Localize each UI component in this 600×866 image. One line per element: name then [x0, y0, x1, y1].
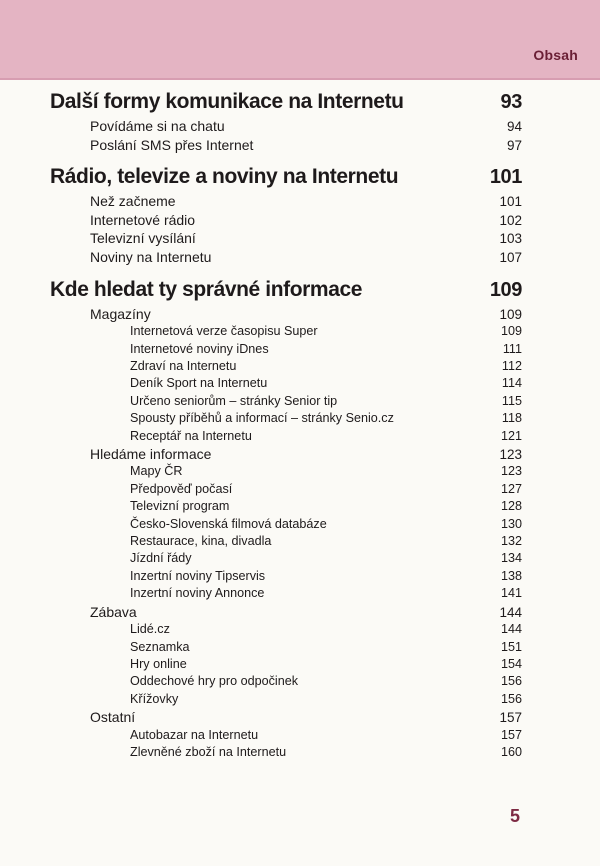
toc-entry-page: 123: [500, 464, 522, 479]
toc-section-entry[interactable]: [50, 117, 522, 136]
toc-topic-entry[interactable]: [50, 727, 522, 744]
toc-entry-title: Česko-Slovenská filmová databáze: [130, 516, 327, 531]
toc-entry-page: 101: [499, 194, 522, 210]
toc-entry-title: Magazíny: [90, 305, 151, 322]
toc-entry-page: 154: [500, 656, 522, 671]
toc-topic-entry[interactable]: [50, 621, 522, 638]
toc-topic-entry[interactable]: [50, 358, 522, 375]
toc-entry-page: 121: [500, 428, 522, 443]
toc-topic-entry[interactable]: [50, 691, 522, 708]
toc-topic-entry[interactable]: [50, 341, 522, 358]
toc-entry-page: 156: [500, 674, 522, 689]
toc-topic-entry[interactable]: [50, 533, 522, 550]
toc-entry-page: 156: [500, 691, 522, 706]
toc-entry-page: 123: [499, 446, 522, 462]
toc-section-entry[interactable]: [50, 708, 522, 727]
toc-entry-page: 109: [500, 324, 522, 339]
toc-entry-page: 109: [499, 306, 522, 322]
toc-entry-page: 112: [501, 358, 522, 373]
toc-entry-title: Inzertní noviny Tipservis: [130, 568, 266, 583]
toc-topic-entry[interactable]: [50, 410, 522, 427]
toc-topic-entry[interactable]: [50, 428, 522, 445]
toc-entry-title: Televizní vysílání: [90, 230, 196, 247]
toc-entry-title: Kde hledat ty správné informace: [50, 277, 363, 301]
toc-entry-page: 157: [499, 710, 522, 726]
toc-entry-page: 94: [506, 119, 522, 134]
toc-entry-page: 93: [500, 91, 522, 113]
toc-entry-title: Seznamka: [130, 639, 190, 654]
toc-entry-title: Předpověď počasí: [130, 481, 233, 496]
toc-section-entry[interactable]: [50, 229, 522, 248]
toc-entry-page: 114: [501, 376, 522, 391]
toc-topic-entry[interactable]: [50, 498, 522, 515]
section-title: Obsah: [533, 47, 578, 63]
toc-entry-title: Oddechové hry pro odpočinek: [130, 674, 299, 689]
toc-entry-page: 134: [500, 551, 522, 566]
toc-entry-page: 97: [506, 137, 522, 153]
toc-entry-page: 109: [489, 278, 522, 301]
toc-section-entry[interactable]: [50, 211, 522, 230]
toc-entry-page: 118: [501, 411, 522, 426]
toc-topic-entry[interactable]: [50, 550, 522, 567]
toc-entry-page: 107: [499, 249, 522, 265]
toc-entry-page: 101: [489, 166, 522, 189]
toc-topic-entry[interactable]: [50, 481, 522, 498]
toc-topic-entry[interactable]: [50, 568, 522, 585]
header-band: [0, 0, 600, 80]
toc-entry-page: 132: [500, 534, 522, 549]
toc-entry-page: 103: [499, 231, 522, 247]
toc-entry-title: Internetové rádio: [90, 211, 196, 228]
toc-entry-title: Jízdní řády: [130, 551, 192, 566]
toc-entry-page: 127: [500, 481, 522, 496]
toc-topic-entry[interactable]: [50, 656, 522, 673]
toc-section-entry[interactable]: [50, 136, 522, 155]
toc-entry-title: Noviny na Internetu: [90, 248, 212, 265]
toc-section-entry[interactable]: [50, 192, 522, 211]
toc-entry-title: Než začneme: [90, 193, 176, 210]
toc-entry-title: Ostatní: [90, 709, 136, 726]
toc-chapter-entry[interactable]: [50, 275, 522, 305]
toc-entry-page: 115: [501, 393, 522, 408]
toc-entry-page: 141: [500, 586, 522, 601]
page-number: 5: [509, 806, 520, 826]
toc-topic-entry[interactable]: [50, 463, 522, 480]
toc-topic-entry[interactable]: [50, 375, 522, 392]
toc-topic-entry[interactable]: [50, 393, 522, 410]
toc-topic-entry[interactable]: [50, 516, 522, 533]
toc-section-entry[interactable]: [50, 305, 522, 324]
toc-entry-title: Televizní program: [130, 499, 230, 514]
toc-entry-page: 157: [500, 727, 522, 742]
toc-entry-title: Hledáme informace: [90, 445, 212, 462]
toc-entry-page: 128: [500, 499, 522, 514]
toc-chapter-entry[interactable]: [50, 87, 522, 117]
toc-entry-title: Internetové noviny iDnes: [130, 341, 269, 356]
toc-entry-page: 144: [499, 604, 522, 620]
table-of-contents: [50, 87, 522, 762]
toc-topic-entry[interactable]: [50, 744, 522, 761]
toc-entry-title: Spousty příběhů a informací – stránky Senio.cz: [130, 411, 394, 426]
toc-entry-title: Lidé.cz: [130, 622, 170, 637]
toc-entry-title: Deník Sport na Internetu: [130, 376, 268, 391]
toc-entry-title: Restaurace, kina, divadla: [130, 534, 272, 549]
toc-entry-page: 151: [500, 639, 522, 654]
toc-entry-title: Zábava: [90, 603, 137, 620]
toc-entry-title: Poslání SMS přes Internet: [90, 136, 254, 153]
toc-topic-entry[interactable]: [50, 673, 522, 690]
toc-entry-title: Internetová verze časopisu Super: [130, 324, 318, 339]
toc-entry-title: Mapy ČR: [130, 464, 183, 479]
toc-topic-entry[interactable]: [50, 585, 522, 602]
toc-section-entry[interactable]: [50, 248, 522, 267]
toc-entry-title: Křížovky: [130, 691, 179, 706]
toc-topic-entry[interactable]: [50, 323, 522, 340]
toc-entry-title: Zdraví na Internetu: [130, 358, 237, 373]
toc-entry-page: 102: [499, 212, 522, 228]
toc-entry-title: Autobazar na Internetu: [130, 727, 259, 742]
toc-entry-title: Receptář na Internetu: [130, 428, 252, 443]
toc-entry-title: Inzertní noviny Annonce: [130, 586, 265, 601]
toc-entry-title: Určeno seniorům – stránky Senior tip: [130, 393, 338, 408]
toc-entry-page: 111: [502, 341, 522, 356]
toc-entry-title: Další formy komunikace na Internetu: [50, 90, 404, 113]
toc-entry-page: 138: [500, 568, 522, 583]
toc-entry-page: 144: [500, 622, 522, 637]
toc-topic-entry[interactable]: [50, 639, 522, 656]
toc-entry-title: Rádio, televize a noviny na Internetu: [50, 165, 399, 189]
toc-section-entry[interactable]: [50, 603, 522, 622]
toc-entry-title: Povídáme si na chatu: [90, 118, 225, 134]
toc-entry-title: Zlevněné zboží na Internetu: [130, 745, 287, 760]
toc-section-entry[interactable]: [50, 445, 522, 464]
toc-entry-page: 130: [500, 516, 522, 531]
toc-entry-title: Hry online: [130, 656, 187, 671]
toc-entry-page: 160: [500, 745, 522, 760]
toc-chapter-entry[interactable]: [50, 162, 522, 192]
